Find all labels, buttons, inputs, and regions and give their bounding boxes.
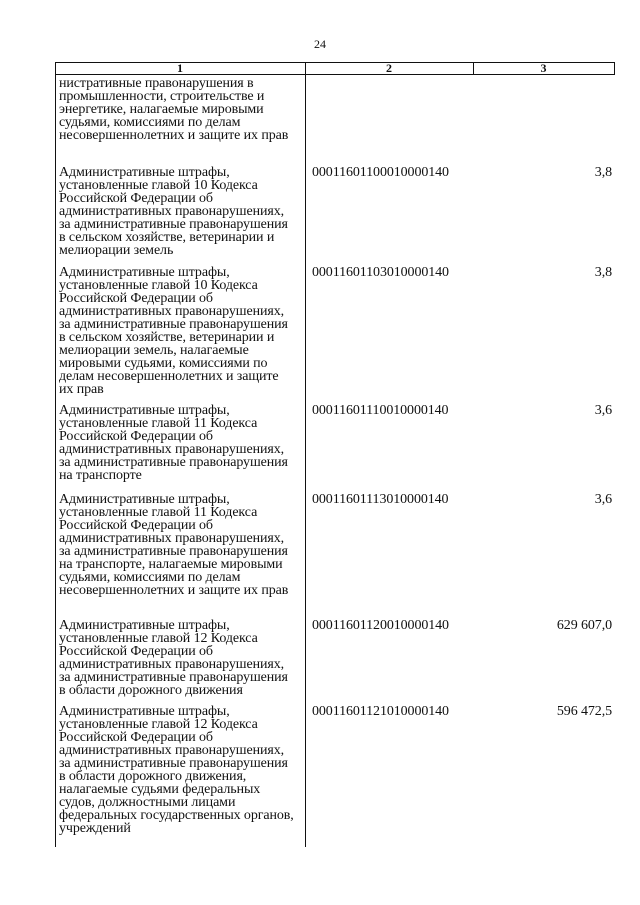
row-7-code: 00011601121010000140 [312, 704, 449, 719]
row-6-amount: 629 607,0 [556, 618, 612, 633]
row-5-description: Административные штрафы, установленные главой 11 Кодекса Российской Федерации об административных правонарушениях, за административные правонарушения на транспорте, налагаемые мировыми судьями, комиссиями по делам несовершеннолетних и защите их прав [59, 492, 289, 598]
row-1-description: нистративные правонарушения в промышленности, строительстве и энергетике, налагаемые мировыми судьями, комиссиями по делам несовершеннолетних и защите их прав [59, 76, 289, 143]
row-5-amount: 3,6 [594, 492, 612, 507]
revenue-table [55, 62, 615, 847]
page-number: 24 [314, 37, 326, 51]
row-2-amount: 3,8 [594, 165, 612, 180]
row-6-description: Административные штрафы, установленные главой 12 Кодекса Российской Федерации об административных правонарушениях, за административные правонарушения в области дорожного движения [59, 618, 288, 698]
row-4-code: 00011601110010000140 [312, 403, 449, 418]
row-4-description: Административные штрафы, установленные главой 11 Кодекса Российской Федерации об административных правонарушениях, за административные правонарушения на транспорте [59, 403, 288, 483]
row-2-description: Административные штрафы, установленные главой 10 Кодекса Российской Федерации об административных правонарушениях, за административные правонарушения в сельском хозяйстве, ветеринарии и мелиорации земель [59, 165, 288, 258]
row-3-code: 00011601103010000140 [312, 265, 449, 280]
row-6-code: 00011601120010000140 [312, 618, 449, 633]
row-7-description: Административные штрафы, установленные главой 12 Кодекса Российской Федерации об административных правонарушениях, за административные правонарушения в области дорожного движения, налагаемые судьями федеральных судов, должностными лицами федеральных государственных органов, учреждений [59, 704, 294, 836]
row-7-amount: 596 472,5 [556, 704, 612, 719]
left-border [55, 62, 56, 847]
column-header-3: 3 [540, 61, 547, 75]
right-border [614, 62, 615, 74]
row-2-code: 00011601100010000140 [312, 165, 449, 180]
column-header-2: 2 [386, 61, 392, 75]
row-5-code: 00011601113010000140 [312, 492, 449, 507]
row-4-amount: 3,6 [594, 403, 612, 418]
column-divider-1 [305, 62, 306, 847]
column-header-1: 1 [177, 61, 183, 75]
row-3-amount: 3,8 [594, 265, 612, 280]
header-bottom-border [55, 74, 615, 75]
row-3-description: Административные штрафы, установленные главой 10 Кодекса Российской Федерации об административных правонарушениях, за административные правонарушения в сельском хозяйстве, ветеринарии и мелиорации земель, налагаемые мировыми судьями, комиссиями по делам несовершеннолетних и защите их прав [59, 265, 288, 397]
